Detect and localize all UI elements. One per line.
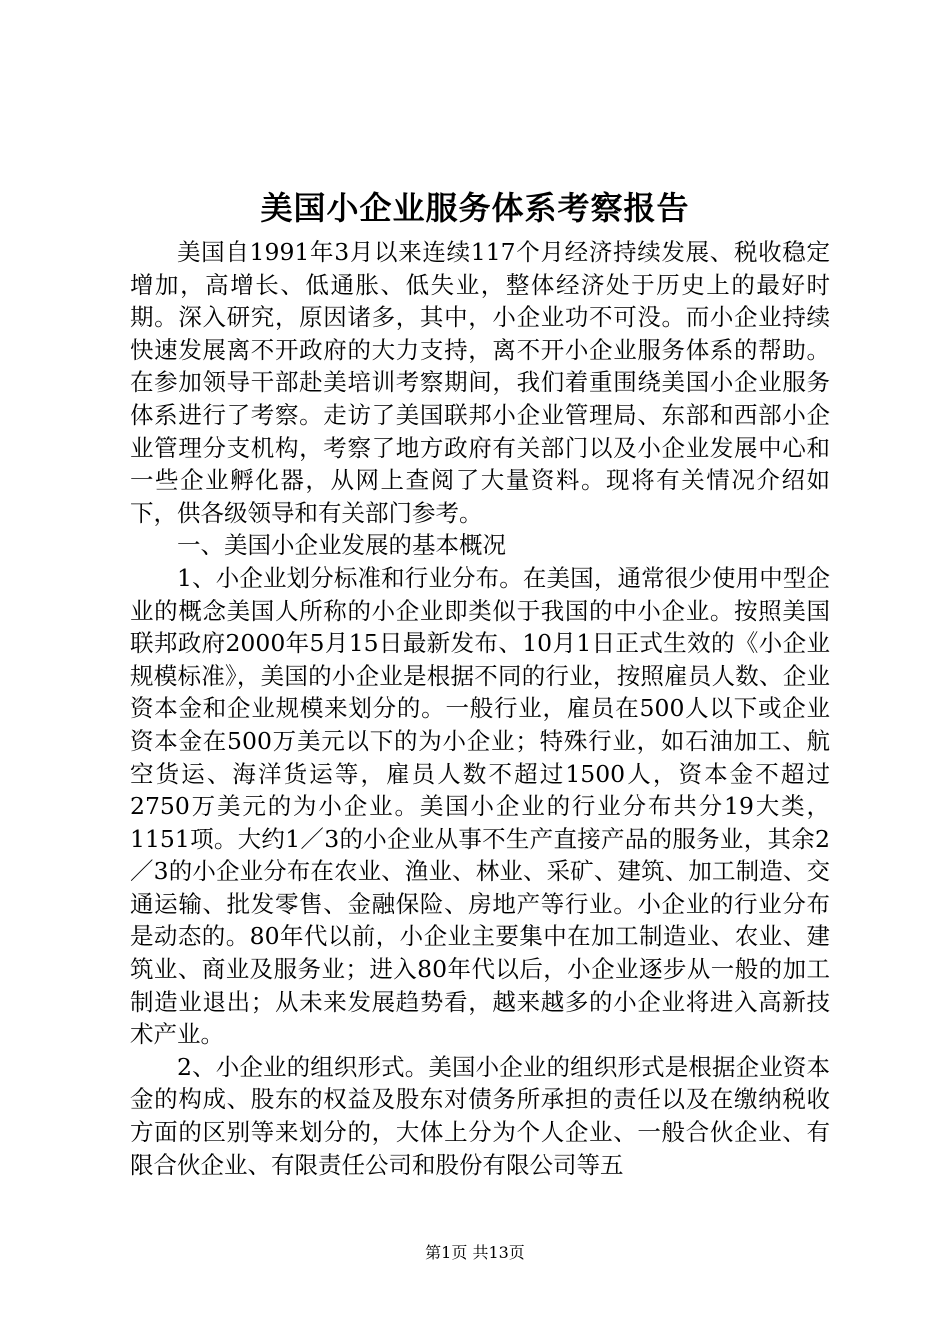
- page-footer: 第1页 共13页: [425, 1243, 525, 1262]
- section-heading-1: 一、美国小企业发展的基本概况: [177, 531, 506, 560]
- paragraph-standards: 1、小企业划分标准和行业分布。在美国，通常很少使用中型企业的概念美国人所称的小企业即类似于我国的中小企业。按照美国联邦政府2000年5月15日最新发布、10月1日正式生效的《小企业规模标准》，美国的小企业是根据不同的行业，按照雇员人数、企业资本金和企业规模来划分的。一般行业，雇员在500人以下或企业资本金在500万美元以下的为小企业；特殊行业，如石油加工、航空货运、海洋货运等，雇员人数不超过1500人，资本金不超过2750万美元的为小企业。美国小企业的行业分布共分19大类，1151项。大约1／3的小企业从事不生产直接产品的服务业，其余2／3的小企业分布在农业、渔业、林业、采矿、建筑、加工制造、交通运输、批发零售、金融保险、房地产等行业。小企业的行业分布是动态的。80年代以前，小企业主要集中在加工制造业、农业、建筑业、商业及服务业；进入80年代以后，小企业逐步从一般的加工制造业退出；从未来发展趋势看，越来越多的小企业将进入高新技术产业。: [130, 563, 830, 1049]
- document-title: 美国小企业服务体系考察报告: [260, 189, 690, 227]
- document-body: [130, 236, 830, 1181]
- paragraph-intro: 美国自1991年3月以来连续117个月经济持续发展、税收稳定增加，高增长、低通胀、低失业，整体经济处于历史上的最好时期。深入研究，原因诸多，其中，小企业功不可没。而小企业持续快速发展离不开政府的大力支持，离不开小企业服务体系的帮助。在参加领导干部赴美培训考察期间，我们着重围绕美国小企业服务体系进行了考察。走访了美国联邦小企业管理局、东部和西部小企业管理分支机构，考察了地方政府有关部门以及小企业发展中心和一些企业孵化器，从网上查阅了大量资料。现将有关情况介绍如下，供各级领导和有关部门参考。: [130, 238, 830, 527]
- paragraph-organization: 2、小企业的组织形式。美国小企业的组织形式是根据企业资本金的构成、股东的权益及股东对债务所承担的责任以及在缴纳税收方面的区别等来划分的，大体上分为个人企业、一般合伙企业、有限合伙企业、有限责任公司和股份有限公司等五: [130, 1052, 830, 1179]
